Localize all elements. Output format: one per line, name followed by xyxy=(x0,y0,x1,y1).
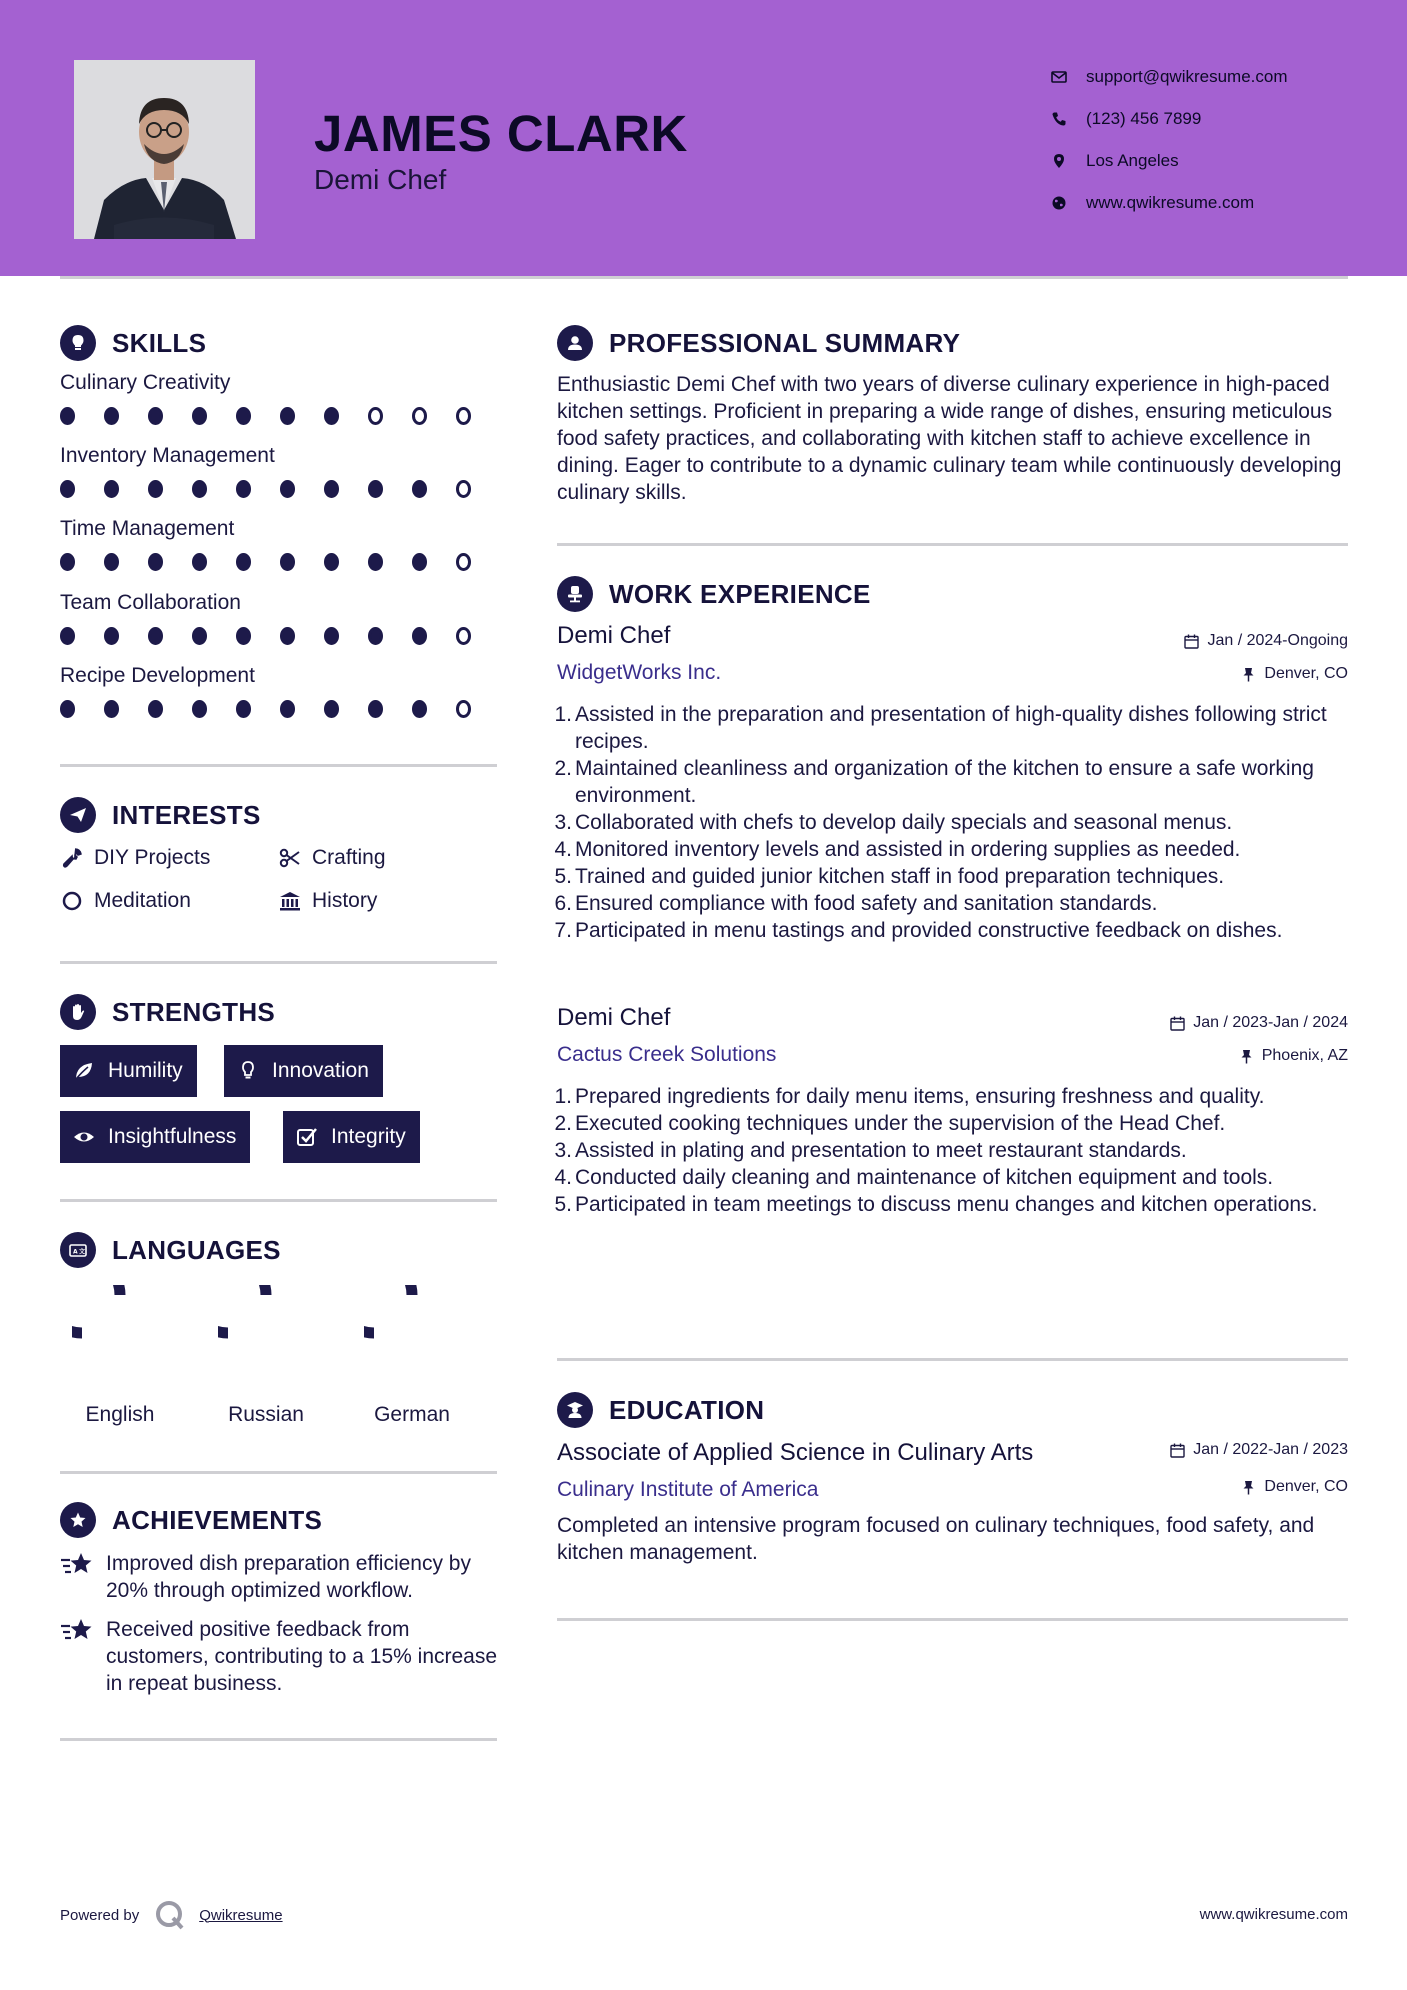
eye-icon xyxy=(72,1125,96,1149)
responsibility-item: 5. Participated in team meetings to discuss menu changes and kitchen operations. xyxy=(554,1193,1318,1216)
skills-divider xyxy=(60,764,497,767)
responsibility-item: 2. Maintained cleanliness and organization of the kitchen to ensure a safe working environment. xyxy=(554,757,1314,807)
skill-item xyxy=(60,444,500,498)
education-degree: Associate of Applied Science in Culinary Arts xyxy=(557,1439,1034,1466)
language-item xyxy=(206,1285,326,1427)
language-item xyxy=(60,1285,180,1427)
education-dates: Jan / 2022-Jan / 2023 xyxy=(1170,1441,1348,1459)
language-icon xyxy=(60,1232,96,1268)
rating-dot-filled xyxy=(236,627,251,645)
skill-item xyxy=(60,371,500,425)
interest-meditation: Meditation xyxy=(60,889,191,913)
rating-dot-filled xyxy=(236,480,251,498)
rating-dot-empty xyxy=(456,627,471,645)
skill-rating xyxy=(60,407,500,425)
language-name: German xyxy=(374,1403,450,1426)
language-proficiency-ring xyxy=(218,1285,314,1381)
interest-diy-projects: DIY Projects xyxy=(60,846,210,870)
calendar-icon xyxy=(1184,634,1199,649)
language-name: Russian xyxy=(228,1403,304,1426)
responsibility-item: 3. Collaborated with chefs to develop daily specials and seasonal menus. xyxy=(554,811,1233,834)
star-badge-icon xyxy=(60,1502,96,1538)
rating-dot-filled xyxy=(324,700,339,718)
language-name: English xyxy=(85,1403,155,1426)
svg-text:A: A xyxy=(73,1248,78,1256)
circle-icon xyxy=(60,889,84,913)
contact-location xyxy=(1050,140,1370,182)
rating-dot-filled xyxy=(412,553,427,571)
pushpin-icon xyxy=(1239,1049,1254,1064)
responsibility-item: 4. Monitored inventory levels and assisted in ordering supplies as needed. xyxy=(554,838,1241,861)
strength-insightfulness: Insightfulness xyxy=(60,1111,250,1163)
responsibility-item: 2. Executed cooking techniques under the supervision of the Head Chef. xyxy=(554,1112,1226,1135)
rating-dot-filled xyxy=(412,627,427,645)
languages-divider xyxy=(60,1471,497,1474)
strengths-divider xyxy=(60,1199,497,1202)
office-chair-icon xyxy=(557,576,593,612)
strengths-heading: STRENGTHS xyxy=(60,994,275,1030)
scissors-icon xyxy=(278,846,302,870)
rating-dot-filled xyxy=(280,480,295,498)
user-icon xyxy=(557,325,593,361)
lightbulb-icon xyxy=(236,1059,260,1083)
rating-dot-filled xyxy=(192,480,207,498)
responsibility-item: 7. Participated in menu tastings and provided constructive feedback on dishes. xyxy=(554,919,1283,942)
job-1-responsibilities xyxy=(554,701,1357,944)
header-divider xyxy=(60,276,1348,279)
svg-text:文: 文 xyxy=(79,1248,86,1256)
rating-dot-empty xyxy=(456,407,471,425)
footer-website[interactable]: www.qwikresume.com xyxy=(1199,1906,1348,1923)
globe-icon xyxy=(1050,194,1068,212)
education-heading: EDUCATION xyxy=(557,1392,764,1428)
leaf-icon xyxy=(72,1059,96,1083)
star-icon xyxy=(60,1550,94,1580)
rating-dot-filled xyxy=(148,407,163,425)
language-level-arc xyxy=(218,1285,266,1333)
achievement-text: Received positive feedback from customers, contributing to a 15% increase in repeat business. xyxy=(106,1618,498,1695)
rating-dot-filled xyxy=(192,553,207,571)
responsibility-item: 6. Ensured compliance with food safety and sanitation standards. xyxy=(554,892,1158,915)
responsibility-item: 1. Assisted in the preparation and presentation of high-quality dishes following strict recipes. xyxy=(554,703,1327,753)
rating-dot-filled xyxy=(280,700,295,718)
job-2-location: Phoenix, AZ xyxy=(1239,1047,1348,1065)
footer-powered-by: Powered by Qwikresume xyxy=(60,1898,283,1932)
skill-rating xyxy=(60,553,500,571)
education-divider xyxy=(557,1618,1348,1621)
phone-text: (123) 456 7899 xyxy=(1086,109,1202,128)
rating-dot-filled xyxy=(60,553,75,571)
responsibility-item: 3. Assisted in plating and presentation to meet restaurant standards. xyxy=(554,1139,1187,1162)
language-level-arc xyxy=(364,1285,412,1333)
rating-dot-filled xyxy=(60,627,75,645)
rating-dot-filled xyxy=(60,407,75,425)
skill-rating xyxy=(60,700,500,718)
skill-name: Recipe Development xyxy=(60,664,255,687)
achievement-item xyxy=(60,1550,500,1604)
contact-email[interactable] xyxy=(1050,56,1370,98)
phone-icon xyxy=(1050,110,1068,128)
skill-item xyxy=(60,664,500,718)
rating-dot-filled xyxy=(280,627,295,645)
location-text: Los Angeles xyxy=(1086,151,1179,170)
candidate-title: Demi Chef xyxy=(314,164,447,195)
education-school[interactable]: Culinary Institute of America xyxy=(557,1478,819,1501)
skill-item xyxy=(60,591,500,645)
qwikresume-link[interactable]: Qwikresume xyxy=(199,1906,283,1924)
strength-integrity: Integrity xyxy=(283,1111,420,1163)
check-square-icon xyxy=(295,1125,319,1149)
rating-dot-filled xyxy=(192,627,207,645)
education-description: Completed an intensive program focused on culinary techniques, food safety, and kitchen management. xyxy=(557,1514,1315,1564)
rating-dot-filled xyxy=(60,700,75,718)
rating-dot-filled xyxy=(368,553,383,571)
rating-dot-empty xyxy=(456,700,471,718)
rating-dot-filled xyxy=(192,700,207,718)
rating-dot-filled xyxy=(60,480,75,498)
rating-dot-filled xyxy=(412,480,427,498)
pushpin-icon xyxy=(1241,667,1256,682)
strength-humility: Humility xyxy=(60,1045,197,1097)
rating-dot-filled xyxy=(104,553,119,571)
rating-dot-filled xyxy=(368,627,383,645)
profile-photo xyxy=(74,60,255,239)
rating-dot-filled xyxy=(236,700,251,718)
interests-divider xyxy=(60,961,497,964)
rating-dot-empty xyxy=(412,407,427,425)
rating-dot-filled xyxy=(104,480,119,498)
rating-dot-filled xyxy=(368,700,383,718)
website-text: www.qwikresume.com xyxy=(1086,193,1255,212)
skills-heading: SKILLS xyxy=(60,325,206,361)
email-text: support@qwikresume.com xyxy=(1086,67,1288,86)
skill-name: Inventory Management xyxy=(60,444,275,467)
graduate-icon xyxy=(557,1392,593,1428)
contact-phone[interactable] xyxy=(1050,98,1370,140)
summary-heading: PROFESSIONAL SUMMARY xyxy=(557,325,960,361)
rating-dot-filled xyxy=(280,553,295,571)
education-location: Denver, CO xyxy=(1241,1478,1348,1496)
skill-name: Time Management xyxy=(60,517,235,540)
skill-name: Culinary Creativity xyxy=(60,371,231,394)
rating-dot-filled xyxy=(192,407,207,425)
envelope-icon xyxy=(1050,68,1068,86)
rating-dot-filled xyxy=(412,700,427,718)
rating-dot-filled xyxy=(148,627,163,645)
interest-crafting: Crafting xyxy=(278,846,386,870)
rating-dot-filled xyxy=(148,700,163,718)
rating-dot-filled xyxy=(236,407,251,425)
summary-text: Enthusiastic Demi Chef with two years of diverse culinary experience in high-paced kitchen settings. Proficient in preparing a wide range of dishes, ensuring meticulous food safety practices, and collaborating with kitchen staff to achieve excellence in dining. Eager to contribute to a dynamic culinary team while continuously developing culinary skills. xyxy=(557,373,1342,504)
paper-plane-icon xyxy=(60,797,96,833)
wrench-icon xyxy=(60,846,84,870)
pushpin-icon xyxy=(1241,1480,1256,1495)
interests-heading: INTERESTS xyxy=(60,797,261,833)
header-banner xyxy=(0,0,1407,276)
skill-item xyxy=(60,517,500,571)
rating-dot-empty xyxy=(456,480,471,498)
contact-info xyxy=(1050,56,1370,224)
responsibility-item: 4. Conducted daily cleaning and maintenance of kitchen equipment and tools. xyxy=(554,1166,1274,1189)
language-item xyxy=(352,1285,472,1427)
contact-website[interactable] xyxy=(1050,182,1370,224)
job-2-responsibilities xyxy=(554,1083,1357,1218)
rating-dot-filled xyxy=(324,480,339,498)
rating-dot-filled xyxy=(148,553,163,571)
calendar-icon xyxy=(1170,1443,1185,1458)
language-proficiency-ring xyxy=(364,1285,460,1381)
job-2-role: Demi Chef xyxy=(557,1004,671,1031)
achievement-item xyxy=(60,1616,500,1697)
rating-dot-filled xyxy=(236,553,251,571)
responsibility-item: 5. Trained and guided junior kitchen staff in food preparation techniques. xyxy=(554,865,1225,888)
language-level-arc xyxy=(72,1285,120,1333)
skill-rating xyxy=(60,480,500,498)
skill-rating xyxy=(60,627,500,645)
qwikresume-logo-icon xyxy=(153,1898,187,1932)
rating-dot-empty xyxy=(368,407,383,425)
experience-heading: WORK EXPERIENCE xyxy=(557,576,871,612)
map-pin-icon xyxy=(1050,152,1068,170)
job-1-location: Denver, CO xyxy=(1241,665,1348,683)
rating-dot-filled xyxy=(104,407,119,425)
bank-icon xyxy=(278,889,302,913)
rating-dot-filled xyxy=(104,627,119,645)
star-icon xyxy=(60,1616,94,1646)
rating-dot-filled xyxy=(324,627,339,645)
candidate-name: JAMES CLARK xyxy=(314,105,688,162)
job-1-company[interactable]: WidgetWorks Inc. xyxy=(557,661,722,684)
lightbulb-icon xyxy=(60,325,96,361)
job-1-dates: Jan / 2024-Ongoing xyxy=(1184,632,1348,650)
rating-dot-filled xyxy=(368,480,383,498)
languages-heading: A 文 LANGUAGES xyxy=(60,1232,281,1268)
strength-innovation: Innovation xyxy=(224,1045,383,1097)
rating-dot-filled xyxy=(280,407,295,425)
achievements-divider xyxy=(60,1738,497,1741)
rating-dot-filled xyxy=(104,700,119,718)
job-1-role: Demi Chef xyxy=(557,622,671,649)
achievements-heading: ACHIEVEMENTS xyxy=(60,1502,322,1538)
job-2-company[interactable]: Cactus Creek Solutions xyxy=(557,1043,777,1066)
rating-dot-empty xyxy=(456,553,471,571)
hand-icon xyxy=(60,994,96,1030)
calendar-icon xyxy=(1170,1016,1185,1031)
language-proficiency-ring xyxy=(72,1285,168,1381)
summary-divider xyxy=(557,543,1348,546)
experience-divider xyxy=(557,1358,1348,1361)
interest-history: History xyxy=(278,889,377,913)
rating-dot-filled xyxy=(148,480,163,498)
skill-name: Team Collaboration xyxy=(60,591,241,614)
rating-dot-filled xyxy=(324,553,339,571)
rating-dot-filled xyxy=(324,407,339,425)
responsibility-item: 1. Prepared ingredients for daily menu items, ensuring freshness and quality. xyxy=(554,1085,1265,1108)
achievement-text: Improved dish preparation efficiency by 20% through optimized workflow. xyxy=(106,1552,471,1602)
job-2-dates: Jan / 2023-Jan / 2024 xyxy=(1170,1014,1348,1032)
